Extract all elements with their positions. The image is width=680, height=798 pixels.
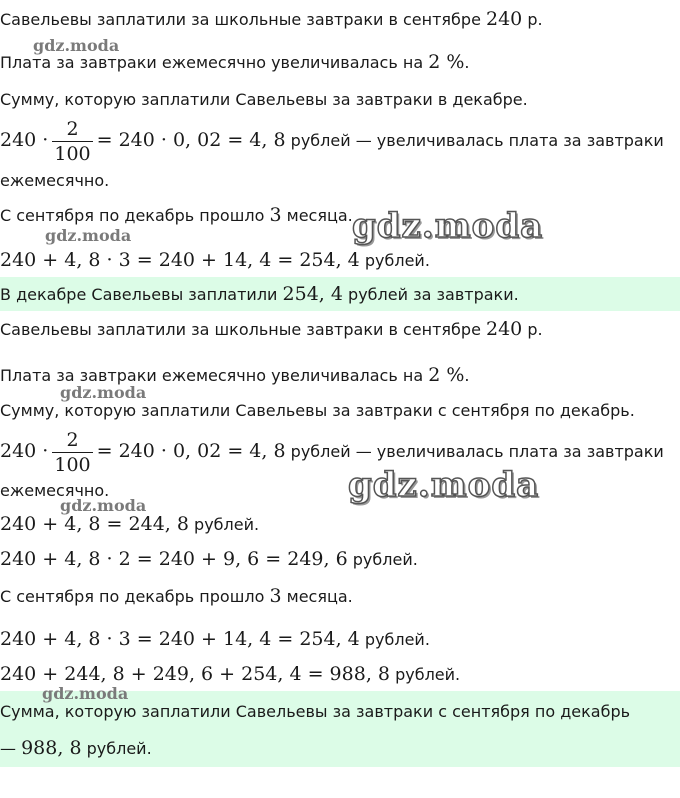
watermark: gdz.moda [45,226,132,245]
text: С сентября по декабрь прошло [0,587,270,606]
s1-months-line [0,204,680,227]
fraction-denominator: 100 [54,143,91,165]
s2-calc-line-2 [0,548,680,571]
math: 240 + 4, 8 · 3 = 240 + 14, 4 = 254, 4 [0,249,360,271]
math: 988, 8 [21,737,82,759]
text: рублей — увеличивалась плата за завтраки [285,131,664,150]
fraction-denominator: 100 [54,454,91,476]
text: Савельевы заплатили за школьные завтраки в сентябре [0,320,486,339]
text: рублей — увеличивалась плата за завтраки [285,442,664,461]
text: — [0,739,22,758]
s1-answer-line [0,277,680,311]
text: р. [522,320,543,339]
math: 240 + 244, 8 + 249, 6 + 254, 4 = 988, 8 [0,663,390,685]
s2-calc-line-3 [0,628,680,651]
text: рублей за завтраки. [342,285,519,304]
s1-formula-line [0,116,680,166]
math: 2 % [428,51,465,73]
s2-sum-line [0,663,680,686]
watermark-large: gdz.moda [352,206,544,246]
math: 254, 4 [282,283,343,305]
text: рублей. [359,251,430,270]
watermark-large: gdz.moda [348,465,540,505]
math: = 240 · 0, 02 = 4, 8 [96,129,286,151]
s2-formula-line [0,427,680,477]
text: месяца. [281,587,353,606]
math: 240 + 4, 8 · 2 = 240 + 9, 6 = 249, 6 [0,548,348,570]
s1-statement-line [0,8,680,31]
text: рублей. [359,630,430,649]
watermark: gdz.moda [42,684,129,703]
math: 240 [486,8,523,30]
text: . [464,53,470,72]
s2-calc-line-1 [0,513,680,536]
text: месяца. [281,206,353,225]
s2-question-line: Сумму, которую заплатили Савельевы за завтраки с сентября по декабрь. [0,401,635,420]
text: р. [522,10,543,29]
text: рублей. [347,550,418,569]
text: С сентября по декабрь прошло [0,206,270,225]
text: рублей. [390,665,461,684]
s2-months-line [0,585,680,608]
s2-continuation-line: ежемесячно. [0,481,110,500]
s2-answer-line-2 [0,737,680,760]
watermark: gdz.moda [60,383,147,402]
fraction-numerator: 2 [66,118,79,140]
math: 240 + 4, 8 = 244, 8 [0,513,189,535]
watermark: gdz.moda [33,36,120,55]
s2-answer-line-1: Сумма, которую заплатили Савельевы за завтраки с сентября по декабрь [0,702,631,721]
math: 240 [486,318,523,340]
math: 2 % [428,364,465,386]
math: 240 + 4, 8 · 3 = 240 + 14, 4 = 254, 4 [0,628,360,650]
fraction-numerator: 2 [66,429,79,451]
text: Плата за завтраки ежемесячно увеличивалась на [0,53,429,72]
math: 3 [269,204,282,226]
text: Савельевы заплатили за школьные завтраки в сентябре [0,10,486,29]
math: 240 · [0,129,49,151]
s1-continuation-line: ежемесячно. [0,171,110,190]
watermark: gdz.moda [60,496,147,515]
fraction [52,428,92,477]
s1-calc-line [0,249,680,272]
math: 240 · [0,440,49,462]
text: рублей. [188,515,260,534]
text: . [464,366,470,385]
s1-question-line: Сумму, которую заплатили Савельевы за завтраки в декабре. [0,90,528,109]
fraction [52,117,92,166]
s2-statement-line [0,318,680,341]
text: рублей. [81,739,152,758]
text: Плата за завтраки ежемесячно увеличивалась на [0,366,429,385]
text: В декабре Савельевы заплатили [0,285,283,304]
math: 3 [269,585,282,607]
math: = 240 · 0, 02 = 4, 8 [96,440,286,462]
